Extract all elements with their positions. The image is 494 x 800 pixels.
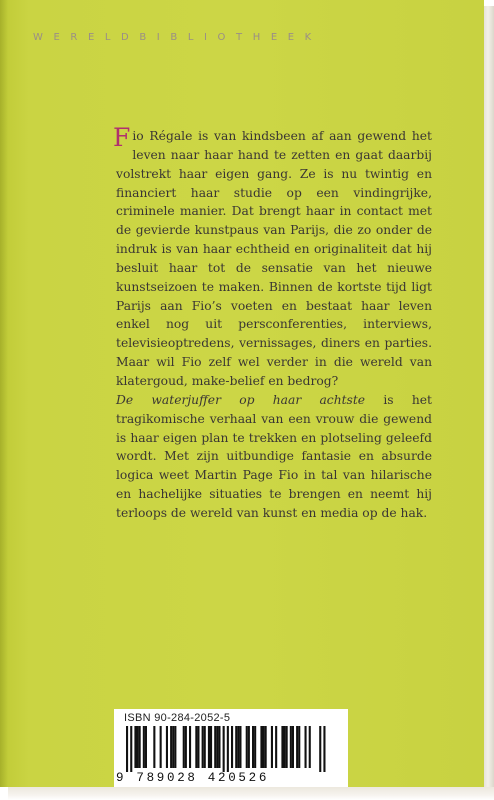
barcode-bar: [126, 726, 128, 772]
barcode-bar: [185, 726, 187, 768]
barcode-bar: [323, 726, 325, 772]
ean-digits: 9 789028 420526: [116, 771, 270, 785]
barcode-bar: [227, 726, 229, 772]
drop-cap: F: [113, 123, 131, 152]
ean-barcode: [126, 726, 336, 772]
barcode-bar: [275, 726, 277, 768]
barcode-bar: [309, 726, 311, 768]
barcode-bar: [134, 726, 136, 768]
blurb-paragraph-2-text: is het tragikomische verhaal van een vrouw die gewend is haar eigen plan te trekken en plotseling geleefd wordt. Met zijn uitbundige fantasie en absurde logica weet Martin Page Fio in tal van hilarische en hachelijke situaties te brengen en neemt hij terloops de wereld van kunst en media op de hak.: [116, 392, 433, 520]
series-title: WERELDBIBLIOTHEEK: [33, 32, 322, 43]
barcode-bar: [172, 726, 174, 768]
barcode-bar: [237, 726, 239, 768]
barcode-bar: [263, 726, 265, 768]
barcode-bar: [160, 726, 162, 768]
barcode-bar: [281, 726, 283, 768]
barcode-bar: [195, 726, 197, 768]
barcode-bar: [137, 726, 139, 768]
barcode-bar: [204, 726, 206, 768]
barcode-bar: [216, 726, 218, 768]
barcode-bar: [296, 726, 298, 768]
barcode-bar: [292, 726, 294, 768]
blurb-text: [113, 123, 433, 523]
barcode-bar: [208, 726, 210, 768]
barcode-bar: [271, 726, 273, 768]
barcode-bar: [265, 726, 267, 768]
barcode-bar: [239, 726, 241, 768]
barcode-bar: [183, 726, 185, 768]
barcode-bar: [174, 726, 176, 768]
barcode-bar: [284, 726, 286, 768]
blurb-paragraph-2: [116, 391, 432, 523]
book-title: De waterjuffer op haar achtste: [116, 392, 366, 407]
barcode-bar: [319, 726, 321, 772]
barcode-bar: [218, 726, 220, 768]
barcode-bar: [231, 726, 233, 768]
barcode-bar: [153, 726, 155, 768]
barcode-bar: [260, 726, 262, 768]
barcode-bar: [170, 726, 172, 768]
barcode-bar: [252, 726, 254, 768]
barcode-bar: [248, 726, 250, 768]
page-edge-right: [484, 6, 494, 792]
barcode-bar: [145, 726, 147, 768]
barcode-bar: [139, 726, 141, 768]
barcode-bar: [210, 726, 212, 768]
isbn-number: ISBN 90-284-2052-5: [124, 712, 231, 724]
barcode-label: [114, 709, 348, 787]
barcode-bar: [290, 726, 292, 768]
barcode-bar: [143, 726, 145, 768]
blurb-paragraph-1: [113, 123, 432, 391]
barcode-bar: [202, 726, 204, 768]
barcode-bar: [166, 726, 168, 768]
spine-shadow: [0, 0, 8, 787]
page-edge-bottom: [8, 787, 494, 800]
barcode-bar: [130, 726, 132, 772]
barcode-bar: [197, 726, 199, 768]
barcode-bar: [214, 726, 216, 768]
barcode-bar: [254, 726, 256, 768]
blurb-paragraph-1-text: io Régale is van kindsbeen af aan gewend het leven naar haar hand te zetten en gaat daarbij volstrekt haar eigen gang. Ze is nu twintig en financiert haar studie op een vindingrijke, criminele manier. Dat brengt haar in contact met de gevierde kunstpaus van Parijs, die zo onder de indruk is van haar echtheid en originaliteit dat hij besluit haar tot de sensatie van het nieuwe kunstseizoen te maken. Binnen de kortste tijd ligt Parijs aan Fio’s voeten en bestaat haar leven enkel nog uit persconferenties, interviews, televisieoptredens, vernissages, diners en parties. Maar wil Fio zelf wel verder in die wereld van klatergoud, make-belief en bedrog?: [116, 129, 432, 388]
barcode-bar: [305, 726, 307, 768]
barcode-bar: [286, 726, 288, 768]
barcode-bar: [298, 726, 300, 768]
barcode-bar: [223, 726, 225, 772]
barcode-bar: [235, 726, 237, 768]
barcode-bar: [189, 726, 191, 768]
barcode-bar: [246, 726, 248, 768]
